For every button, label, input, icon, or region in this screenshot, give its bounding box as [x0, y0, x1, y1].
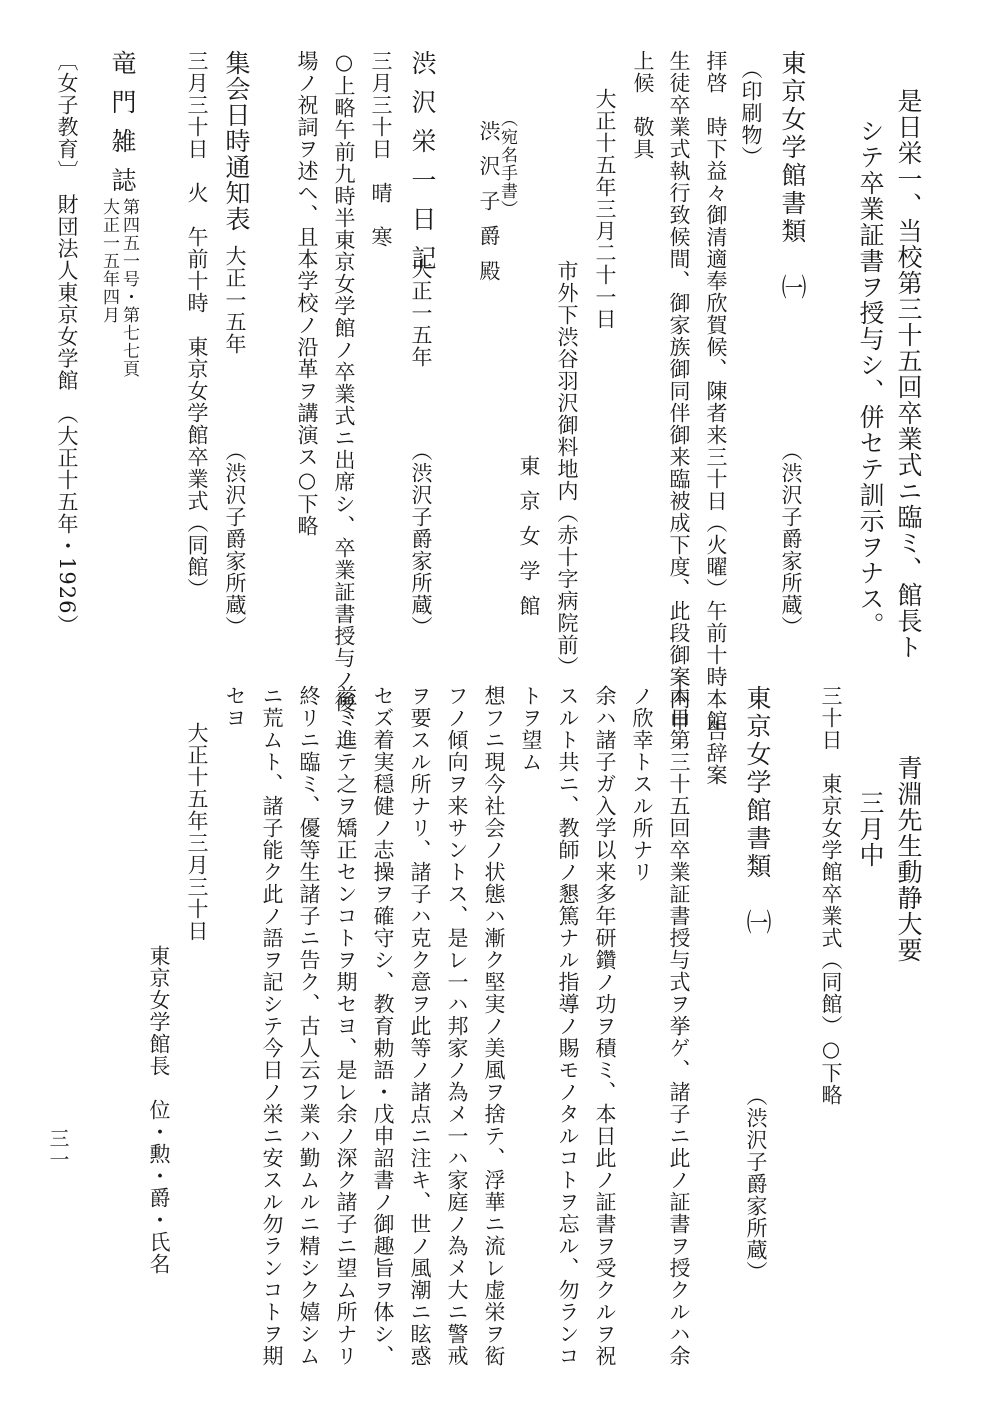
- doc2-signature: 東京女学館長 位・勲・爵・氏名: [147, 945, 171, 1275]
- bottom-header: 青淵先生動静大要: [894, 755, 923, 963]
- doc1-source: （渋沢子爵家所蔵）: [779, 440, 803, 638]
- doc2-body-line-3: 余ハ諸子ガ入学以来多年研鑽ノ功ヲ積ミ、本日此ノ証書ヲ受クルヲ祝: [593, 685, 617, 1367]
- diary-title: 渋沢栄一日記: [408, 50, 437, 284]
- page-number: 三一: [46, 1128, 70, 1170]
- doc2-body-line-11: 終リニ臨ミ、優等生諸子ニ告ク、古人云フ業ハ勤ムルニ精シク嬉シム: [297, 685, 321, 1367]
- doc2-body-line-12: ニ荒ムト、諸子能ク此ノ語ヲ記シテ今日ノ栄ニ安スル勿ランコトヲ期: [260, 685, 284, 1367]
- doc2-body-line-13: セヨ: [223, 685, 247, 729]
- doc1-body-line-3: 上候 敬具: [631, 50, 655, 160]
- intro-line-1: 是日栄一、当校第三十五回卒業式ニ臨ミ、館長ト: [894, 88, 923, 660]
- journal-issue: 第四五一号・第七七頁: [119, 198, 139, 378]
- doc2-body-line-9: セズ着実穏健ノ志操ヲ確守シ、教育勅語・戊申詔書ノ御趣旨ヲ体シ、: [371, 685, 395, 1367]
- diary-line-2: ○上略午前九時半東京女学館ノ卒業式ニ出席シ、卒業証書授与ノ後、一: [332, 50, 356, 757]
- schedule-year: 大正一五年: [223, 245, 247, 355]
- doc1-sender: 東京女学館: [517, 455, 541, 630]
- doc1-addressee: 渋沢子爵殿: [477, 120, 501, 295]
- doc2-body-line-5: トヲ望ム: [519, 685, 543, 773]
- doc1-title: 東京女学館書類 ㈠: [778, 50, 807, 302]
- doc2-title: 東京女学館書類 ㈠: [743, 685, 772, 937]
- bottom-month: 三月中: [856, 790, 885, 868]
- doc2-date: 大正十五年三月三十日: [185, 722, 209, 942]
- doc2-body-line-8: ヲ要スル所ナリ、諸子ハ克ク意ヲ此等ノ諸点ニ注キ、世ノ風潮ニ眩惑: [408, 685, 432, 1367]
- doc2-body-line-4: スルト共ニ、教師ノ懇篤ナル指導ノ賜モノタルコトヲ忘ル、勿ランコ: [556, 685, 580, 1367]
- doc2-body-line-10: 益ミ進テ之ヲ矯正センコトヲ期セヨ、是レ余ノ深ク諸子ニ望ム所ナリ: [334, 685, 358, 1367]
- education-footer: 〔女子教育〕 財団法人東京女学館 （大正十五年・1926）: [55, 50, 79, 637]
- diary-line-3: 場ノ祝詞ヲ述ヘ、且本学校ノ沿革ヲ講演ス○下略: [295, 50, 319, 537]
- doc2-body-line-2: ノ欣幸トスル所ナリ: [630, 685, 654, 883]
- schedule-line: 三月三十日 火 午前十時 東京女学館卒業式（同館）: [185, 50, 209, 600]
- schedule-title: 集会日時通知表: [222, 50, 251, 232]
- doc1-body-line-2: 生徒卒業式執行致候間、御家族御同伴御来臨被成下度、此段御案内申: [667, 50, 691, 732]
- doc2-body-line-1: 本日第三十五回卒業証書授与式ヲ挙ゲ、諸子ニ此ノ証書ヲ授クルハ余: [667, 685, 691, 1367]
- intro-line-2: シテ卒業証書ヲ授与シ、併セテ訓示ヲナス。: [856, 118, 885, 638]
- doc1-address: 市外下渋谷羽沢御料地内（赤十字病院前）: [555, 260, 579, 678]
- doc1-note: （宛名手書）: [497, 110, 517, 218]
- diary-line-1: 三月三十日 晴 寒: [369, 50, 393, 248]
- diary-year: 大正一五年: [409, 258, 433, 368]
- schedule-source: （渋沢子爵家所蔵）: [223, 440, 247, 638]
- journal-date: 大正一五年四月: [99, 198, 119, 324]
- doc1-label: （印刷物）: [739, 58, 763, 168]
- doc2-body-line-6: 想フニ現今社会ノ状態ハ漸ク堅実ノ美風ヲ捨テ、浮華ニ流レ虚栄ヲ衒: [482, 685, 506, 1367]
- doc1-date: 大正十五年三月二十一日: [593, 88, 617, 330]
- doc2-subtitle: 告辞案: [704, 720, 728, 786]
- diary-source: （渋沢子爵家所蔵）: [409, 440, 433, 638]
- doc2-source: （渋沢子爵家所蔵）: [744, 1085, 768, 1283]
- doc1-body-line-1: 拝啓 時下益々御清適奉欣賀候、陳者来三十日（火曜）午前十時本館: [704, 50, 728, 732]
- doc2-body-line-7: フノ傾向ヲ来サントス、是レ一ハ邦家ノ為メ一ハ家庭ノ為メ大ニ警戒: [445, 685, 469, 1367]
- journal-title: 竜門雑誌: [108, 50, 137, 206]
- bottom-line-30: 三十日 東京女学館卒業式（同館）○下略: [819, 685, 843, 1106]
